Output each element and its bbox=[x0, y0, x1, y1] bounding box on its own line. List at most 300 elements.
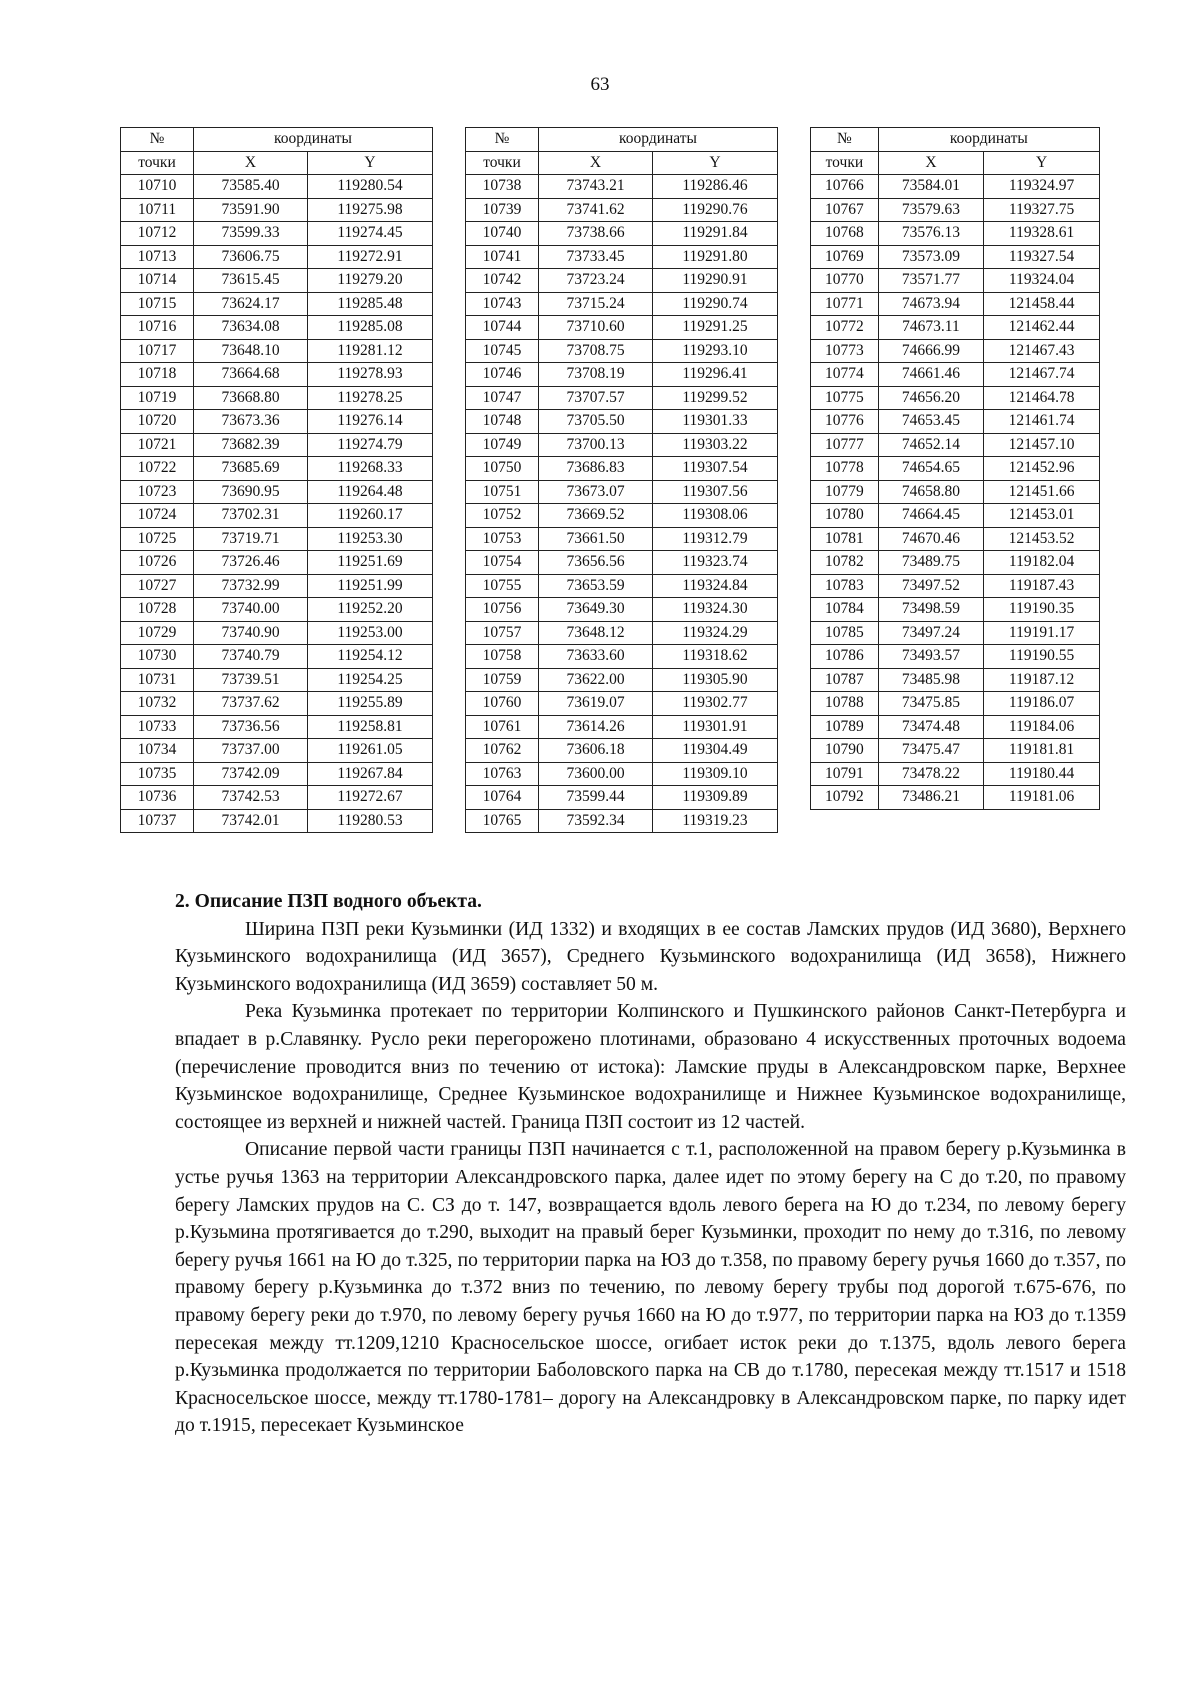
cell-y: 121451.66 bbox=[984, 480, 1100, 504]
header-y: Y bbox=[308, 151, 433, 175]
cell-y: 119264.48 bbox=[308, 480, 433, 504]
table-row bbox=[811, 198, 1100, 222]
table-row bbox=[466, 292, 778, 316]
table-row bbox=[466, 198, 778, 222]
cell-x: 73741.62 bbox=[539, 198, 653, 222]
cell-y: 119327.75 bbox=[984, 198, 1100, 222]
table-row bbox=[811, 786, 1100, 810]
cell-y: 119267.84 bbox=[308, 762, 433, 786]
cell-x: 73584.01 bbox=[878, 175, 983, 199]
cell-point-number: 10737 bbox=[121, 809, 194, 833]
cell-x: 73726.46 bbox=[194, 551, 308, 575]
cell-y: 119279.20 bbox=[308, 269, 433, 293]
table-row bbox=[811, 339, 1100, 363]
table-row bbox=[121, 480, 433, 504]
cell-point-number: 10784 bbox=[811, 598, 879, 622]
cell-x: 73493.57 bbox=[878, 645, 983, 669]
cell-x: 73599.44 bbox=[539, 786, 653, 810]
cell-y: 119181.06 bbox=[984, 786, 1100, 810]
table-row bbox=[811, 222, 1100, 246]
cell-y: 121461.74 bbox=[984, 410, 1100, 434]
cell-point-number: 10790 bbox=[811, 739, 879, 763]
cell-x: 73576.13 bbox=[878, 222, 983, 246]
table-row bbox=[466, 410, 778, 434]
cell-x: 73686.83 bbox=[539, 457, 653, 481]
cell-y: 121458.44 bbox=[984, 292, 1100, 316]
cell-x: 73715.24 bbox=[539, 292, 653, 316]
cell-point-number: 10770 bbox=[811, 269, 879, 293]
cell-point-number: 10728 bbox=[121, 598, 194, 622]
cell-y: 119285.48 bbox=[308, 292, 433, 316]
cell-point-number: 10735 bbox=[121, 762, 194, 786]
cell-point-number: 10736 bbox=[121, 786, 194, 810]
cell-y: 119308.06 bbox=[653, 504, 778, 528]
cell-x: 73656.56 bbox=[539, 551, 653, 575]
cell-point-number: 10777 bbox=[811, 433, 879, 457]
table-row bbox=[466, 739, 778, 763]
cell-point-number: 10775 bbox=[811, 386, 879, 410]
paragraph-width: Ширина ПЗП реки Кузьминки (ИД 1332) и входящих в ее состав Ламских прудов (ИД 3680), Верхнего Кузьминского водохранилища (ИД 3657), Среднего Кузьминского водохранилища (ИД 3658), Нижнего Кузьминского водохранилища (ИД 3659) составляет 50 м. bbox=[175, 918, 1126, 995]
cell-y: 119274.79 bbox=[308, 433, 433, 457]
table-row bbox=[811, 574, 1100, 598]
cell-y: 119299.52 bbox=[653, 386, 778, 410]
cell-y: 119309.89 bbox=[653, 786, 778, 810]
cell-y: 121467.74 bbox=[984, 363, 1100, 387]
cell-x: 73668.80 bbox=[194, 386, 308, 410]
cell-x: 73708.75 bbox=[539, 339, 653, 363]
cell-point-number: 10749 bbox=[466, 433, 539, 457]
cell-point-number: 10719 bbox=[121, 386, 194, 410]
cell-point-number: 10721 bbox=[121, 433, 194, 457]
cell-y: 119251.99 bbox=[308, 574, 433, 598]
cell-y: 119181.81 bbox=[984, 739, 1100, 763]
table-row bbox=[811, 480, 1100, 504]
cell-y: 119187.12 bbox=[984, 668, 1100, 692]
cell-y: 119182.04 bbox=[984, 551, 1100, 575]
cell-y: 119312.79 bbox=[653, 527, 778, 551]
cell-x: 73475.85 bbox=[878, 692, 983, 716]
table-row bbox=[466, 527, 778, 551]
cell-x: 73708.19 bbox=[539, 363, 653, 387]
section-text bbox=[175, 888, 1126, 1440]
cell-x: 73591.90 bbox=[194, 198, 308, 222]
cell-point-number: 10789 bbox=[811, 715, 879, 739]
cell-y: 119328.61 bbox=[984, 222, 1100, 246]
cell-x: 73685.69 bbox=[194, 457, 308, 481]
cell-point-number: 10753 bbox=[466, 527, 539, 551]
table-row bbox=[811, 551, 1100, 575]
cell-point-number: 10774 bbox=[811, 363, 879, 387]
table-row bbox=[466, 339, 778, 363]
cell-x: 73740.79 bbox=[194, 645, 308, 669]
cell-x: 73571.77 bbox=[878, 269, 983, 293]
cell-y: 119252.20 bbox=[308, 598, 433, 622]
cell-x: 73719.71 bbox=[194, 527, 308, 551]
cell-point-number: 10720 bbox=[121, 410, 194, 434]
cell-y: 119290.76 bbox=[653, 198, 778, 222]
cell-point-number: 10738 bbox=[466, 175, 539, 199]
cell-y: 119319.23 bbox=[653, 809, 778, 833]
cell-y: 119303.22 bbox=[653, 433, 778, 457]
cell-x: 73599.33 bbox=[194, 222, 308, 246]
cell-point-number: 10782 bbox=[811, 551, 879, 575]
cell-x: 73653.59 bbox=[539, 574, 653, 598]
table-row bbox=[811, 598, 1100, 622]
cell-y: 121462.44 bbox=[984, 316, 1100, 340]
header-point: точки bbox=[811, 151, 879, 175]
coordinates-table-3 bbox=[810, 127, 1100, 810]
cell-y: 119296.41 bbox=[653, 363, 778, 387]
table-row bbox=[466, 809, 778, 833]
table-row bbox=[121, 410, 433, 434]
cell-x: 74664.45 bbox=[878, 504, 983, 528]
cell-point-number: 10722 bbox=[121, 457, 194, 481]
cell-point-number: 10710 bbox=[121, 175, 194, 199]
table-row bbox=[811, 527, 1100, 551]
header-y: Y bbox=[984, 151, 1100, 175]
cell-point-number: 10714 bbox=[121, 269, 194, 293]
table-row bbox=[121, 739, 433, 763]
table-row bbox=[811, 692, 1100, 716]
cell-y: 119290.74 bbox=[653, 292, 778, 316]
cell-y: 119278.93 bbox=[308, 363, 433, 387]
cell-x: 73622.00 bbox=[539, 668, 653, 692]
table-row bbox=[121, 292, 433, 316]
cell-x: 74654.65 bbox=[878, 457, 983, 481]
table-row bbox=[121, 339, 433, 363]
table-row bbox=[466, 175, 778, 199]
cell-x: 73486.21 bbox=[878, 786, 983, 810]
cell-point-number: 10752 bbox=[466, 504, 539, 528]
cell-point-number: 10742 bbox=[466, 269, 539, 293]
table-row bbox=[466, 621, 778, 645]
cell-point-number: 10781 bbox=[811, 527, 879, 551]
cell-y: 119307.54 bbox=[653, 457, 778, 481]
table-row bbox=[811, 316, 1100, 340]
cell-x: 74673.94 bbox=[878, 292, 983, 316]
cell-y: 119190.35 bbox=[984, 598, 1100, 622]
cell-y: 121464.78 bbox=[984, 386, 1100, 410]
table-row bbox=[811, 410, 1100, 434]
cell-point-number: 10778 bbox=[811, 457, 879, 481]
cell-x: 73742.53 bbox=[194, 786, 308, 810]
cell-point-number: 10780 bbox=[811, 504, 879, 528]
cell-x: 73648.12 bbox=[539, 621, 653, 645]
table-row bbox=[121, 645, 433, 669]
cell-point-number: 10792 bbox=[811, 786, 879, 810]
cell-x: 73619.07 bbox=[539, 692, 653, 716]
cell-y: 119301.91 bbox=[653, 715, 778, 739]
cell-x: 73585.40 bbox=[194, 175, 308, 199]
cell-point-number: 10712 bbox=[121, 222, 194, 246]
cell-x: 73497.24 bbox=[878, 621, 983, 645]
cell-y: 119278.25 bbox=[308, 386, 433, 410]
cell-point-number: 10739 bbox=[466, 198, 539, 222]
cell-x: 73489.75 bbox=[878, 551, 983, 575]
cell-y: 119254.25 bbox=[308, 668, 433, 692]
cell-x: 73606.75 bbox=[194, 245, 308, 269]
table-row bbox=[811, 292, 1100, 316]
cell-y: 119260.17 bbox=[308, 504, 433, 528]
table-row bbox=[466, 645, 778, 669]
table-row bbox=[121, 222, 433, 246]
table-row bbox=[811, 668, 1100, 692]
paragraph-boundary-part-1: Описание первой части границы ПЗП начинается с т.1, расположенной на правом берегу р.Кузьминка в устье ручья 1363 на территории Александровского парка, далее идет по этому берегу на С до т.20, по правому берегу Ламских прудов на С. СЗ до т. 147, возвращается вдоль левого берега на Ю до т.234, по левому берегу р.Кузьмина протягивается до т.290, выходит на правый берег Кузьминки, проходит по нему до т.316, по левому берегу ручья 1661 на Ю до т.325, по территории парка на ЮЗ до т.358, по правому берегу ручья 1660 до т.357, по правому берегу р.Кузьминка до т.372 вниз по течению, по левому берегу трубы под дорогой т.675-676, по правому берегу реки до т.970, по левому берегу ручья 1660 на Ю до т.977, по территории парка на ЮЗ до т.1359 пересекая между тт.1209,1210 Красносельское шоссе, огибает исток реки до т.1375, вдоль левого берега р.Кузьминка продолжается по территории Баболовского парка на СВ до т.1780, пересекая между тт.1517 и 1518 Красносельское шоссе, между тт.1780-1781– дорогу на Александровку в Александровском парке, по парку идет до т.1915, пересекает Кузьминское bbox=[175, 1139, 1126, 1437]
cell-x: 73592.34 bbox=[539, 809, 653, 833]
cell-point-number: 10741 bbox=[466, 245, 539, 269]
cell-point-number: 10785 bbox=[811, 621, 879, 645]
table-row bbox=[466, 245, 778, 269]
cell-y: 119286.46 bbox=[653, 175, 778, 199]
cell-x: 73710.60 bbox=[539, 316, 653, 340]
cell-y: 119186.07 bbox=[984, 692, 1100, 716]
cell-y: 119274.45 bbox=[308, 222, 433, 246]
cell-point-number: 10743 bbox=[466, 292, 539, 316]
cell-point-number: 10765 bbox=[466, 809, 539, 833]
cell-y: 119261.05 bbox=[308, 739, 433, 763]
table-row bbox=[811, 245, 1100, 269]
table-row bbox=[466, 316, 778, 340]
cell-point-number: 10740 bbox=[466, 222, 539, 246]
header-point: точки bbox=[121, 151, 194, 175]
header-x: X bbox=[878, 151, 983, 175]
cell-point-number: 10760 bbox=[466, 692, 539, 716]
cell-x: 73705.50 bbox=[539, 410, 653, 434]
cell-x: 73664.68 bbox=[194, 363, 308, 387]
cell-point-number: 10754 bbox=[466, 551, 539, 575]
section-heading: 2. Описание ПЗП водного объекта. bbox=[175, 891, 482, 912]
cell-point-number: 10764 bbox=[466, 786, 539, 810]
cell-x: 73702.31 bbox=[194, 504, 308, 528]
header-y: Y bbox=[653, 151, 778, 175]
cell-y: 119318.62 bbox=[653, 645, 778, 669]
cell-x: 73498.59 bbox=[878, 598, 983, 622]
cell-x: 73633.60 bbox=[539, 645, 653, 669]
cell-y: 119327.54 bbox=[984, 245, 1100, 269]
cell-y: 119258.81 bbox=[308, 715, 433, 739]
cell-x: 74653.45 bbox=[878, 410, 983, 434]
table-row bbox=[466, 598, 778, 622]
table-row bbox=[466, 386, 778, 410]
cell-point-number: 10726 bbox=[121, 551, 194, 575]
cell-y: 119291.80 bbox=[653, 245, 778, 269]
cell-x: 74656.20 bbox=[878, 386, 983, 410]
cell-point-number: 10718 bbox=[121, 363, 194, 387]
cell-x: 73723.24 bbox=[539, 269, 653, 293]
coordinates-table-1 bbox=[120, 127, 433, 833]
cell-x: 73732.99 bbox=[194, 574, 308, 598]
table-row bbox=[121, 692, 433, 716]
cell-point-number: 10786 bbox=[811, 645, 879, 669]
cell-x: 73478.22 bbox=[878, 762, 983, 786]
cell-point-number: 10747 bbox=[466, 386, 539, 410]
cell-point-number: 10732 bbox=[121, 692, 194, 716]
cell-x: 73649.30 bbox=[539, 598, 653, 622]
header-coordinates: координаты bbox=[194, 128, 433, 152]
cell-y: 119302.77 bbox=[653, 692, 778, 716]
cell-x: 73634.08 bbox=[194, 316, 308, 340]
cell-point-number: 10763 bbox=[466, 762, 539, 786]
table-row bbox=[811, 645, 1100, 669]
coordinates-table-2 bbox=[465, 127, 778, 833]
cell-x: 73673.07 bbox=[539, 480, 653, 504]
table-row bbox=[466, 715, 778, 739]
table-row bbox=[121, 527, 433, 551]
cell-point-number: 10779 bbox=[811, 480, 879, 504]
cell-x: 73573.09 bbox=[878, 245, 983, 269]
table-row bbox=[466, 269, 778, 293]
table-row bbox=[811, 433, 1100, 457]
table-row bbox=[121, 198, 433, 222]
page-number: 63 bbox=[590, 74, 610, 95]
cell-y: 119324.29 bbox=[653, 621, 778, 645]
cell-y: 119291.84 bbox=[653, 222, 778, 246]
cell-x: 73737.00 bbox=[194, 739, 308, 763]
cell-y: 119301.33 bbox=[653, 410, 778, 434]
cell-point-number: 10734 bbox=[121, 739, 194, 763]
cell-x: 73475.47 bbox=[878, 739, 983, 763]
cell-x: 73739.51 bbox=[194, 668, 308, 692]
cell-x: 73733.45 bbox=[539, 245, 653, 269]
cell-point-number: 10776 bbox=[811, 410, 879, 434]
cell-point-number: 10750 bbox=[466, 457, 539, 481]
cell-point-number: 10745 bbox=[466, 339, 539, 363]
cell-x: 73673.36 bbox=[194, 410, 308, 434]
cell-point-number: 10746 bbox=[466, 363, 539, 387]
cell-y: 119272.67 bbox=[308, 786, 433, 810]
cell-y: 119305.90 bbox=[653, 668, 778, 692]
cell-point-number: 10731 bbox=[121, 668, 194, 692]
table-row bbox=[466, 222, 778, 246]
cell-y: 119280.54 bbox=[308, 175, 433, 199]
table-row bbox=[811, 739, 1100, 763]
header-point-number: № bbox=[811, 128, 879, 152]
cell-y: 119293.10 bbox=[653, 339, 778, 363]
table-row bbox=[466, 504, 778, 528]
cell-x: 74652.14 bbox=[878, 433, 983, 457]
cell-y: 119309.10 bbox=[653, 762, 778, 786]
cell-point-number: 10713 bbox=[121, 245, 194, 269]
cell-x: 73497.52 bbox=[878, 574, 983, 598]
coordinates-tables bbox=[120, 127, 1100, 855]
table-row bbox=[121, 363, 433, 387]
table-row bbox=[466, 762, 778, 786]
cell-point-number: 10771 bbox=[811, 292, 879, 316]
cell-y: 121453.52 bbox=[984, 527, 1100, 551]
cell-y: 119255.89 bbox=[308, 692, 433, 716]
cell-x: 73615.45 bbox=[194, 269, 308, 293]
table-row bbox=[466, 692, 778, 716]
cell-x: 74658.80 bbox=[878, 480, 983, 504]
table-row bbox=[121, 715, 433, 739]
cell-point-number: 10723 bbox=[121, 480, 194, 504]
table-row bbox=[811, 504, 1100, 528]
cell-point-number: 10767 bbox=[811, 198, 879, 222]
table-row bbox=[466, 786, 778, 810]
cell-x: 73669.52 bbox=[539, 504, 653, 528]
table-row bbox=[121, 316, 433, 340]
cell-y: 119275.98 bbox=[308, 198, 433, 222]
cell-y: 121467.43 bbox=[984, 339, 1100, 363]
cell-y: 119253.30 bbox=[308, 527, 433, 551]
table-row bbox=[811, 175, 1100, 199]
cell-point-number: 10755 bbox=[466, 574, 539, 598]
table-row bbox=[466, 363, 778, 387]
cell-point-number: 10729 bbox=[121, 621, 194, 645]
cell-point-number: 10756 bbox=[466, 598, 539, 622]
cell-point-number: 10751 bbox=[466, 480, 539, 504]
table-row bbox=[811, 621, 1100, 645]
cell-x: 73740.00 bbox=[194, 598, 308, 622]
cell-point-number: 10773 bbox=[811, 339, 879, 363]
table-row bbox=[466, 457, 778, 481]
cell-y: 121453.01 bbox=[984, 504, 1100, 528]
cell-x: 73738.66 bbox=[539, 222, 653, 246]
cell-y: 119180.44 bbox=[984, 762, 1100, 786]
cell-point-number: 10791 bbox=[811, 762, 879, 786]
cell-point-number: 10788 bbox=[811, 692, 879, 716]
table-row bbox=[121, 668, 433, 692]
cell-x: 73737.62 bbox=[194, 692, 308, 716]
cell-x: 73624.17 bbox=[194, 292, 308, 316]
cell-x: 73474.48 bbox=[878, 715, 983, 739]
cell-y: 119285.08 bbox=[308, 316, 433, 340]
cell-point-number: 10758 bbox=[466, 645, 539, 669]
cell-y: 119323.74 bbox=[653, 551, 778, 575]
cell-x: 73743.21 bbox=[539, 175, 653, 199]
header-point-number: № bbox=[466, 128, 539, 152]
table-row bbox=[121, 457, 433, 481]
cell-y: 119184.06 bbox=[984, 715, 1100, 739]
table-row bbox=[466, 480, 778, 504]
cell-point-number: 10768 bbox=[811, 222, 879, 246]
table-row bbox=[121, 269, 433, 293]
cell-x: 73736.56 bbox=[194, 715, 308, 739]
cell-point-number: 10759 bbox=[466, 668, 539, 692]
table-row bbox=[121, 433, 433, 457]
cell-y: 119190.55 bbox=[984, 645, 1100, 669]
cell-x: 74661.46 bbox=[878, 363, 983, 387]
cell-x: 73648.10 bbox=[194, 339, 308, 363]
header-point-number: № bbox=[121, 128, 194, 152]
cell-y: 119324.84 bbox=[653, 574, 778, 598]
cell-y: 119291.25 bbox=[653, 316, 778, 340]
table-row bbox=[466, 433, 778, 457]
table-row bbox=[121, 598, 433, 622]
cell-y: 119304.49 bbox=[653, 739, 778, 763]
cell-x: 73742.09 bbox=[194, 762, 308, 786]
table-row bbox=[811, 762, 1100, 786]
cell-x: 73606.18 bbox=[539, 739, 653, 763]
cell-x: 73707.57 bbox=[539, 386, 653, 410]
cell-y: 119276.14 bbox=[308, 410, 433, 434]
cell-point-number: 10724 bbox=[121, 504, 194, 528]
cell-point-number: 10725 bbox=[121, 527, 194, 551]
cell-x: 73485.98 bbox=[878, 668, 983, 692]
cell-y: 119324.04 bbox=[984, 269, 1100, 293]
cell-x: 74670.46 bbox=[878, 527, 983, 551]
header-coordinates: координаты bbox=[539, 128, 778, 152]
cell-y: 119272.91 bbox=[308, 245, 433, 269]
cell-y: 121452.96 bbox=[984, 457, 1100, 481]
cell-x: 73700.13 bbox=[539, 433, 653, 457]
header-x: X bbox=[539, 151, 653, 175]
table-row bbox=[466, 574, 778, 598]
cell-x: 73661.50 bbox=[539, 527, 653, 551]
table-row bbox=[811, 386, 1100, 410]
cell-point-number: 10744 bbox=[466, 316, 539, 340]
table-row bbox=[466, 551, 778, 575]
